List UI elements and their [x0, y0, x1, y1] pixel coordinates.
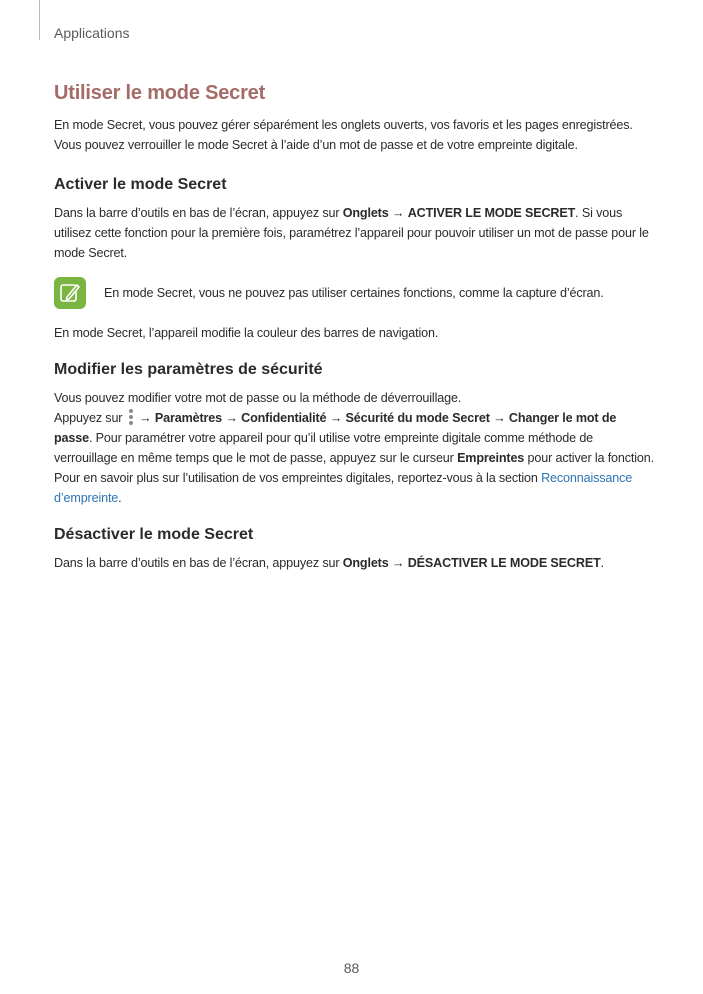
pencil-note-icon [54, 277, 86, 309]
note-box [54, 277, 654, 309]
heading-security: Modifier les paramètres de sécurité [54, 361, 323, 378]
page-content [54, 82, 654, 573]
heading-activate: Activer le mode Secret [54, 176, 227, 193]
page-number: 88 [343, 960, 360, 976]
deactivate-paragraph: Dans la barre d’outils en bas de l’écran, appuyez sur Onglets → DÉSACTIVER LE MODE SECRET. [54, 556, 604, 570]
header-rule [39, 0, 40, 40]
page-title: Utiliser le mode Secret [54, 82, 266, 104]
security-paragraph-2: Appuyez sur → Paramètres → Confidentialité → Sécurité du mode Secret → Changer le mot de passe. Pour paramétrer votre appareil pour qu’il utilise votre empreinte digitale comme méthode de verrouillage en même temps que le mot de passe, appuyez sur le curseur Empreintes pour activer la fonction. Pour en savoir plus sur l’utilisation de vos empreintes digitales, reportez-vous à la section Reconnaissance d’empreinte. [54, 411, 654, 505]
more-options-icon [128, 409, 134, 426]
section-title: Applications [54, 25, 130, 41]
intro-paragraph: En mode Secret, vous pouvez gérer séparément les onglets ouverts, vos favoris et les pages enregistrées. Vous pouvez verrouiller le mode Secret à l’aide d’un mot de passe et de votre empreinte digitale. [54, 118, 633, 152]
security-paragraph-1: Vous pouvez modifier votre mot de passe ou la méthode de déverrouillage. [54, 391, 462, 405]
activate-paragraph: Dans la barre d’outils en bas de l’écran, appuyez sur Onglets → ACTIVER LE MODE SECRET. Si vous utilisez cette fonction pour la première fois, paramétrez l’appareil pour pouvoir utiliser un mot de passe pour le mode Secret. [54, 206, 649, 260]
heading-deactivate: Désactiver le mode Secret [54, 526, 254, 543]
navigation-color-paragraph: En mode Secret, l’appareil modifie la couleur des barres de navigation. [54, 326, 439, 340]
note-text: En mode Secret, vous ne pouvez pas utiliser certaines fonctions, comme la capture d’écran. [104, 286, 604, 300]
fingerprint-recognition-link[interactable]: Reconnaissance d’empreinte [54, 471, 633, 505]
